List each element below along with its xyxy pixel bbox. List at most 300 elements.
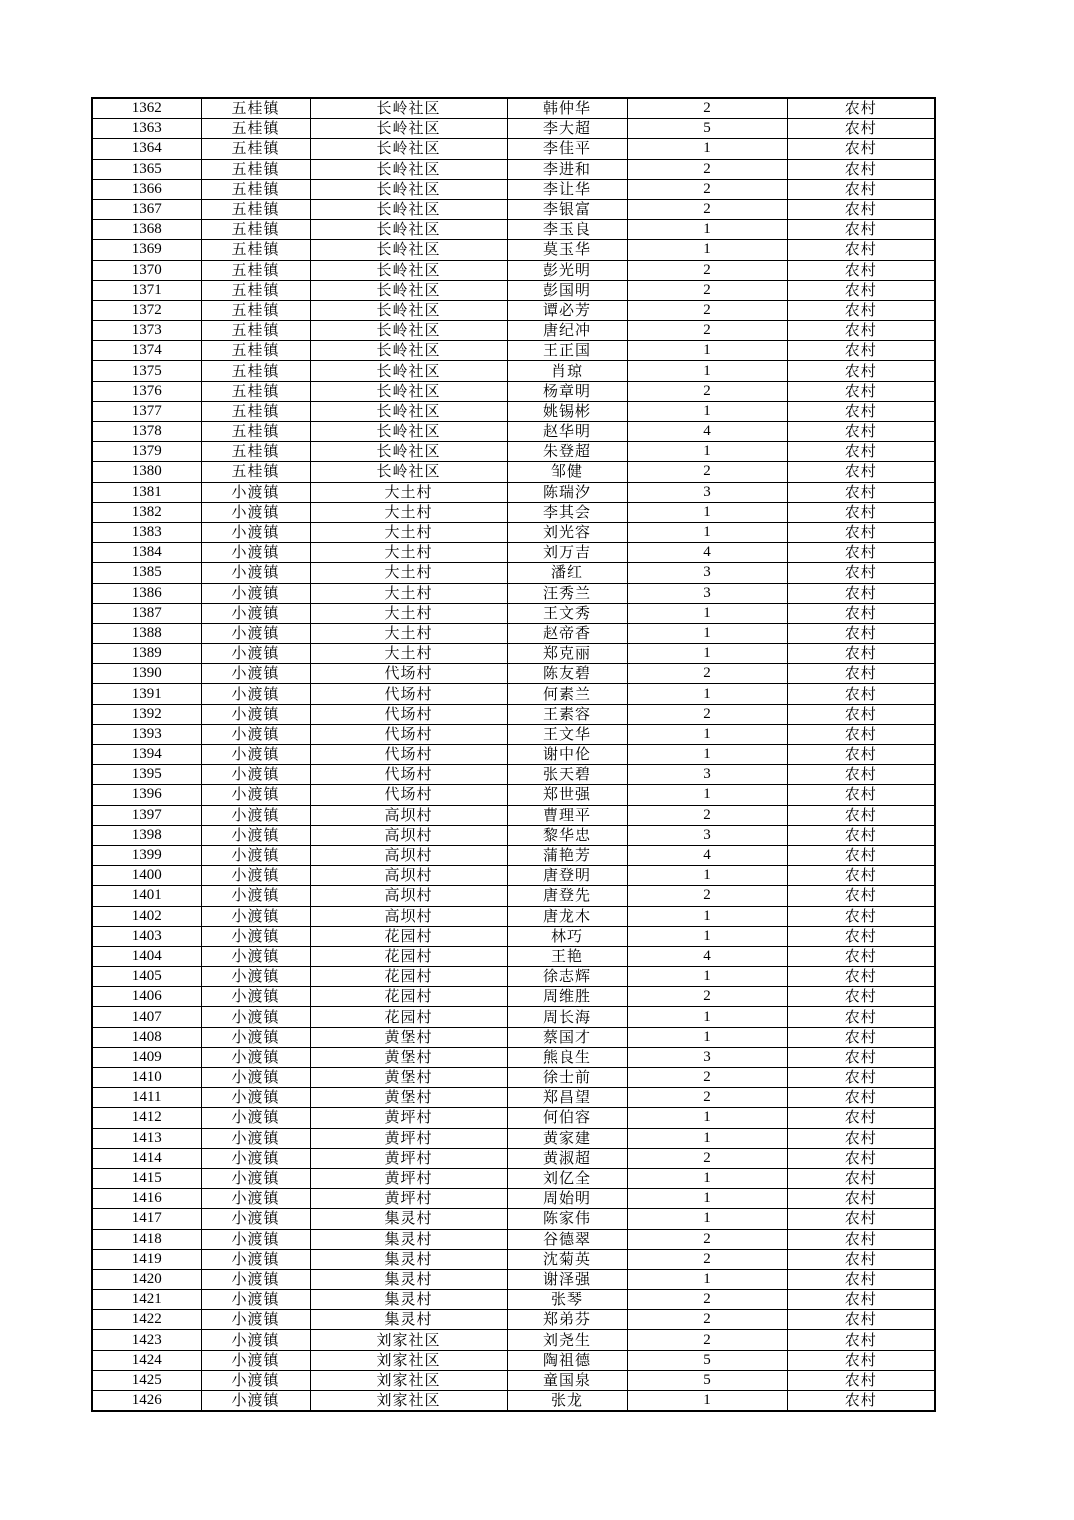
count-cell: 1	[627, 684, 787, 704]
town-cell: 小渡镇	[201, 522, 310, 542]
row-number-cell: 1373	[92, 321, 201, 341]
table-row	[92, 623, 935, 643]
name-cell: 郑世强	[507, 785, 627, 805]
table-row	[92, 341, 935, 361]
table-row	[92, 1148, 935, 1168]
village-cell: 高坝村	[310, 805, 507, 825]
count-cell: 2	[627, 1229, 787, 1249]
count-cell: 2	[627, 704, 787, 724]
village-cell: 长岭社区	[310, 240, 507, 260]
category-cell: 农村	[787, 745, 935, 765]
row-number-cell: 1378	[92, 422, 201, 442]
table-row	[92, 199, 935, 219]
village-cell: 花园村	[310, 926, 507, 946]
row-number-cell: 1423	[92, 1330, 201, 1350]
name-cell: 李其会	[507, 502, 627, 522]
count-cell: 3	[627, 1047, 787, 1067]
count-cell: 2	[627, 98, 787, 119]
table-row	[92, 401, 935, 421]
table-row	[92, 321, 935, 341]
category-cell: 农村	[787, 321, 935, 341]
count-cell: 1	[627, 1209, 787, 1229]
name-cell: 刘尧生	[507, 1330, 627, 1350]
name-cell: 谷德翠	[507, 1229, 627, 1249]
name-cell: 唐龙木	[507, 906, 627, 926]
table-row	[92, 220, 935, 240]
row-number-cell: 1393	[92, 724, 201, 744]
village-cell: 黄堡村	[310, 1088, 507, 1108]
name-cell: 陶祖德	[507, 1350, 627, 1370]
category-cell: 农村	[787, 603, 935, 623]
name-cell: 何素兰	[507, 684, 627, 704]
category-cell: 农村	[787, 1189, 935, 1209]
name-cell: 王文秀	[507, 603, 627, 623]
name-cell: 张天碧	[507, 765, 627, 785]
town-cell: 小渡镇	[201, 886, 310, 906]
table-row	[92, 179, 935, 199]
village-cell: 大土村	[310, 522, 507, 542]
name-cell: 谢中伦	[507, 745, 627, 765]
town-cell: 小渡镇	[201, 946, 310, 966]
count-cell: 1	[627, 724, 787, 744]
category-cell: 农村	[787, 199, 935, 219]
row-number-cell: 1368	[92, 220, 201, 240]
village-cell: 长岭社区	[310, 361, 507, 381]
town-cell: 小渡镇	[201, 1047, 310, 1067]
table-row	[92, 583, 935, 603]
row-number-cell: 1399	[92, 845, 201, 865]
category-cell: 农村	[787, 119, 935, 139]
name-cell: 蒲艳芳	[507, 845, 627, 865]
row-number-cell: 1362	[92, 98, 201, 119]
row-number-cell: 1413	[92, 1128, 201, 1148]
table-row	[92, 845, 935, 865]
table-row	[92, 1269, 935, 1289]
row-number-cell: 1402	[92, 906, 201, 926]
town-cell: 小渡镇	[201, 987, 310, 1007]
table-row	[92, 1249, 935, 1269]
village-cell: 长岭社区	[310, 199, 507, 219]
village-cell: 长岭社区	[310, 119, 507, 139]
row-number-cell: 1365	[92, 159, 201, 179]
row-number-cell: 1375	[92, 361, 201, 381]
name-cell: 徐士前	[507, 1068, 627, 1088]
name-cell: 肖琼	[507, 361, 627, 381]
table-row	[92, 1027, 935, 1047]
town-cell: 五桂镇	[201, 179, 310, 199]
category-cell: 农村	[787, 623, 935, 643]
row-number-cell: 1370	[92, 260, 201, 280]
table-row	[92, 1350, 935, 1370]
name-cell: 郑克丽	[507, 644, 627, 664]
village-cell: 长岭社区	[310, 139, 507, 159]
table-row	[92, 1068, 935, 1088]
category-cell: 农村	[787, 1128, 935, 1148]
category-cell: 农村	[787, 462, 935, 482]
town-cell: 小渡镇	[201, 1269, 310, 1289]
category-cell: 农村	[787, 583, 935, 603]
town-cell: 五桂镇	[201, 341, 310, 361]
name-cell: 姚锡彬	[507, 401, 627, 421]
count-cell: 5	[627, 119, 787, 139]
count-cell: 1	[627, 220, 787, 240]
count-cell: 1	[627, 745, 787, 765]
row-number-cell: 1424	[92, 1350, 201, 1370]
row-number-cell: 1385	[92, 563, 201, 583]
village-cell: 代场村	[310, 745, 507, 765]
town-cell: 五桂镇	[201, 199, 310, 219]
name-cell: 唐登先	[507, 886, 627, 906]
category-cell: 农村	[787, 987, 935, 1007]
name-cell: 邹健	[507, 462, 627, 482]
row-number-cell: 1408	[92, 1027, 201, 1047]
category-cell: 农村	[787, 825, 935, 845]
count-cell: 1	[627, 442, 787, 462]
category-cell: 农村	[787, 886, 935, 906]
category-cell: 农村	[787, 522, 935, 542]
row-number-cell: 1417	[92, 1209, 201, 1229]
row-number-cell: 1409	[92, 1047, 201, 1067]
row-number-cell: 1421	[92, 1290, 201, 1310]
row-number-cell: 1418	[92, 1229, 201, 1249]
count-cell: 1	[627, 1168, 787, 1188]
table-row	[92, 866, 935, 886]
count-cell: 1	[627, 1128, 787, 1148]
row-number-cell: 1396	[92, 785, 201, 805]
count-cell: 2	[627, 1330, 787, 1350]
village-cell: 刘家社区	[310, 1391, 507, 1412]
town-cell: 小渡镇	[201, 1148, 310, 1168]
name-cell: 刘万吉	[507, 543, 627, 563]
village-cell: 长岭社区	[310, 321, 507, 341]
village-cell: 黄堡村	[310, 1027, 507, 1047]
town-cell: 小渡镇	[201, 603, 310, 623]
table-row	[92, 946, 935, 966]
name-cell: 王文华	[507, 724, 627, 744]
name-cell: 黎华忠	[507, 825, 627, 845]
village-cell: 长岭社区	[310, 179, 507, 199]
table-row	[92, 1108, 935, 1128]
town-cell: 小渡镇	[201, 1290, 310, 1310]
table-row	[92, 987, 935, 1007]
name-cell: 陈瑞汐	[507, 482, 627, 502]
town-cell: 小渡镇	[201, 543, 310, 563]
table-row	[92, 462, 935, 482]
town-cell: 五桂镇	[201, 381, 310, 401]
row-number-cell: 1384	[92, 543, 201, 563]
name-cell: 赵华明	[507, 422, 627, 442]
row-number-cell: 1383	[92, 522, 201, 542]
village-cell: 黄堡村	[310, 1047, 507, 1067]
town-cell: 小渡镇	[201, 724, 310, 744]
town-cell: 五桂镇	[201, 300, 310, 320]
count-cell: 2	[627, 987, 787, 1007]
category-cell: 农村	[787, 1249, 935, 1269]
village-cell: 大土村	[310, 623, 507, 643]
category-cell: 农村	[787, 159, 935, 179]
table-row	[92, 422, 935, 442]
category-cell: 农村	[787, 1350, 935, 1370]
count-cell: 1	[627, 502, 787, 522]
town-cell: 小渡镇	[201, 765, 310, 785]
town-cell: 小渡镇	[201, 1168, 310, 1188]
town-cell: 小渡镇	[201, 704, 310, 724]
town-cell: 五桂镇	[201, 401, 310, 421]
category-cell: 农村	[787, 1108, 935, 1128]
town-cell: 小渡镇	[201, 644, 310, 664]
row-number-cell: 1364	[92, 139, 201, 159]
village-cell: 代场村	[310, 704, 507, 724]
count-cell: 2	[627, 664, 787, 684]
name-cell: 李让华	[507, 179, 627, 199]
town-cell: 小渡镇	[201, 664, 310, 684]
category-cell: 农村	[787, 1370, 935, 1390]
table-body	[92, 98, 935, 1411]
count-cell: 1	[627, 1007, 787, 1027]
table-row	[92, 724, 935, 744]
village-cell: 刘家社区	[310, 1370, 507, 1390]
name-cell: 刘亿全	[507, 1168, 627, 1188]
row-number-cell: 1388	[92, 623, 201, 643]
town-cell: 小渡镇	[201, 805, 310, 825]
town-cell: 小渡镇	[201, 866, 310, 886]
count-cell: 1	[627, 906, 787, 926]
category-cell: 农村	[787, 644, 935, 664]
name-cell: 赵帝香	[507, 623, 627, 643]
row-number-cell: 1386	[92, 583, 201, 603]
row-number-cell: 1389	[92, 644, 201, 664]
category-cell: 农村	[787, 946, 935, 966]
row-number-cell: 1416	[92, 1189, 201, 1209]
name-cell: 张龙	[507, 1391, 627, 1412]
count-cell: 1	[627, 926, 787, 946]
name-cell: 朱登超	[507, 442, 627, 462]
row-number-cell: 1392	[92, 704, 201, 724]
name-cell: 李佳平	[507, 139, 627, 159]
count-cell: 1	[627, 785, 787, 805]
town-cell: 小渡镇	[201, 1370, 310, 1390]
row-number-cell: 1415	[92, 1168, 201, 1188]
village-cell: 大土村	[310, 543, 507, 563]
count-cell: 1	[627, 1108, 787, 1128]
row-number-cell: 1372	[92, 300, 201, 320]
category-cell: 农村	[787, 1229, 935, 1249]
town-cell: 五桂镇	[201, 220, 310, 240]
name-cell: 陈友碧	[507, 664, 627, 684]
category-cell: 农村	[787, 341, 935, 361]
village-cell: 高坝村	[310, 886, 507, 906]
count-cell: 1	[627, 623, 787, 643]
name-cell: 周维胜	[507, 987, 627, 1007]
count-cell: 2	[627, 199, 787, 219]
village-cell: 大土村	[310, 644, 507, 664]
count-cell: 3	[627, 825, 787, 845]
village-cell: 集灵村	[310, 1209, 507, 1229]
count-cell: 1	[627, 967, 787, 987]
town-cell: 小渡镇	[201, 1189, 310, 1209]
category-cell: 农村	[787, 1269, 935, 1289]
count-cell: 1	[627, 361, 787, 381]
row-number-cell: 1387	[92, 603, 201, 623]
category-cell: 农村	[787, 442, 935, 462]
row-number-cell: 1381	[92, 482, 201, 502]
name-cell: 韩仲华	[507, 98, 627, 119]
town-cell: 小渡镇	[201, 563, 310, 583]
table-row	[92, 300, 935, 320]
village-cell: 长岭社区	[310, 341, 507, 361]
village-cell: 刘家社区	[310, 1330, 507, 1350]
category-cell: 农村	[787, 926, 935, 946]
category-cell: 农村	[787, 1027, 935, 1047]
village-cell: 高坝村	[310, 825, 507, 845]
table-row	[92, 1310, 935, 1330]
category-cell: 农村	[787, 502, 935, 522]
category-cell: 农村	[787, 1068, 935, 1088]
count-cell: 2	[627, 1148, 787, 1168]
table-row	[92, 119, 935, 139]
table-row	[92, 98, 935, 119]
town-cell: 五桂镇	[201, 321, 310, 341]
village-cell: 长岭社区	[310, 462, 507, 482]
town-cell: 小渡镇	[201, 785, 310, 805]
town-cell: 小渡镇	[201, 1310, 310, 1330]
name-cell: 黄淑超	[507, 1148, 627, 1168]
name-cell: 曹理平	[507, 805, 627, 825]
name-cell: 杨章明	[507, 381, 627, 401]
village-cell: 花园村	[310, 967, 507, 987]
count-cell: 2	[627, 1249, 787, 1269]
count-cell: 2	[627, 462, 787, 482]
category-cell: 农村	[787, 1148, 935, 1168]
table-row	[92, 563, 935, 583]
count-cell: 4	[627, 845, 787, 865]
row-number-cell: 1374	[92, 341, 201, 361]
village-cell: 花园村	[310, 946, 507, 966]
name-cell: 李进和	[507, 159, 627, 179]
count-cell: 2	[627, 280, 787, 300]
category-cell: 农村	[787, 563, 935, 583]
table-row	[92, 240, 935, 260]
table-row	[92, 1330, 935, 1350]
category-cell: 农村	[787, 1088, 935, 1108]
row-number-cell: 1400	[92, 866, 201, 886]
table-row	[92, 603, 935, 623]
name-cell: 彭国明	[507, 280, 627, 300]
count-cell: 3	[627, 482, 787, 502]
row-number-cell: 1404	[92, 946, 201, 966]
town-cell: 小渡镇	[201, 967, 310, 987]
village-cell: 黄坪村	[310, 1189, 507, 1209]
table-row	[92, 704, 935, 724]
category-cell: 农村	[787, 1310, 935, 1330]
town-cell: 小渡镇	[201, 845, 310, 865]
row-number-cell: 1376	[92, 381, 201, 401]
table-row	[92, 159, 935, 179]
category-cell: 农村	[787, 381, 935, 401]
town-cell: 小渡镇	[201, 1108, 310, 1128]
name-cell: 蔡国才	[507, 1027, 627, 1047]
category-cell: 农村	[787, 240, 935, 260]
row-number-cell: 1422	[92, 1310, 201, 1330]
category-cell: 农村	[787, 139, 935, 159]
row-number-cell: 1369	[92, 240, 201, 260]
name-cell: 徐志辉	[507, 967, 627, 987]
village-cell: 黄坪村	[310, 1148, 507, 1168]
category-cell: 农村	[787, 300, 935, 320]
row-number-cell: 1425	[92, 1370, 201, 1390]
table-row	[92, 664, 935, 684]
category-cell: 农村	[787, 98, 935, 119]
table-row	[92, 381, 935, 401]
count-cell: 4	[627, 543, 787, 563]
row-number-cell: 1419	[92, 1249, 201, 1269]
count-cell: 2	[627, 159, 787, 179]
row-number-cell: 1406	[92, 987, 201, 1007]
category-cell: 农村	[787, 1007, 935, 1027]
row-number-cell: 1390	[92, 664, 201, 684]
table-row	[92, 260, 935, 280]
row-number-cell: 1401	[92, 886, 201, 906]
table-row	[92, 482, 935, 502]
name-cell: 莫玉华	[507, 240, 627, 260]
village-cell: 花园村	[310, 1007, 507, 1027]
category-cell: 农村	[787, 1330, 935, 1350]
category-cell: 农村	[787, 1047, 935, 1067]
village-cell: 大土村	[310, 563, 507, 583]
village-cell: 长岭社区	[310, 401, 507, 421]
name-cell: 张琴	[507, 1290, 627, 1310]
category-cell: 农村	[787, 724, 935, 744]
count-cell: 2	[627, 1088, 787, 1108]
row-number-cell: 1367	[92, 199, 201, 219]
category-cell: 农村	[787, 1391, 935, 1412]
town-cell: 小渡镇	[201, 1007, 310, 1027]
name-cell: 李银富	[507, 199, 627, 219]
category-cell: 农村	[787, 845, 935, 865]
town-cell: 小渡镇	[201, 1229, 310, 1249]
village-cell: 刘家社区	[310, 1350, 507, 1370]
town-cell: 五桂镇	[201, 361, 310, 381]
village-cell: 长岭社区	[310, 280, 507, 300]
row-number-cell: 1382	[92, 502, 201, 522]
name-cell: 王正国	[507, 341, 627, 361]
village-cell: 黄坪村	[310, 1128, 507, 1148]
village-cell: 集灵村	[310, 1269, 507, 1289]
count-cell: 1	[627, 1391, 787, 1412]
category-cell: 农村	[787, 361, 935, 381]
count-cell: 2	[627, 179, 787, 199]
row-number-cell: 1414	[92, 1148, 201, 1168]
count-cell: 1	[627, 1189, 787, 1209]
category-cell: 农村	[787, 179, 935, 199]
village-cell: 长岭社区	[310, 422, 507, 442]
name-cell: 陈家伟	[507, 1209, 627, 1229]
village-cell: 长岭社区	[310, 260, 507, 280]
table-row	[92, 906, 935, 926]
town-cell: 小渡镇	[201, 482, 310, 502]
town-cell: 小渡镇	[201, 1350, 310, 1370]
count-cell: 1	[627, 240, 787, 260]
name-cell: 黄家建	[507, 1128, 627, 1148]
town-cell: 小渡镇	[201, 583, 310, 603]
row-number-cell: 1420	[92, 1269, 201, 1289]
village-cell: 黄坪村	[310, 1108, 507, 1128]
village-cell: 长岭社区	[310, 98, 507, 119]
count-cell: 2	[627, 1290, 787, 1310]
village-cell: 长岭社区	[310, 381, 507, 401]
count-cell: 1	[627, 866, 787, 886]
category-cell: 农村	[787, 1168, 935, 1188]
